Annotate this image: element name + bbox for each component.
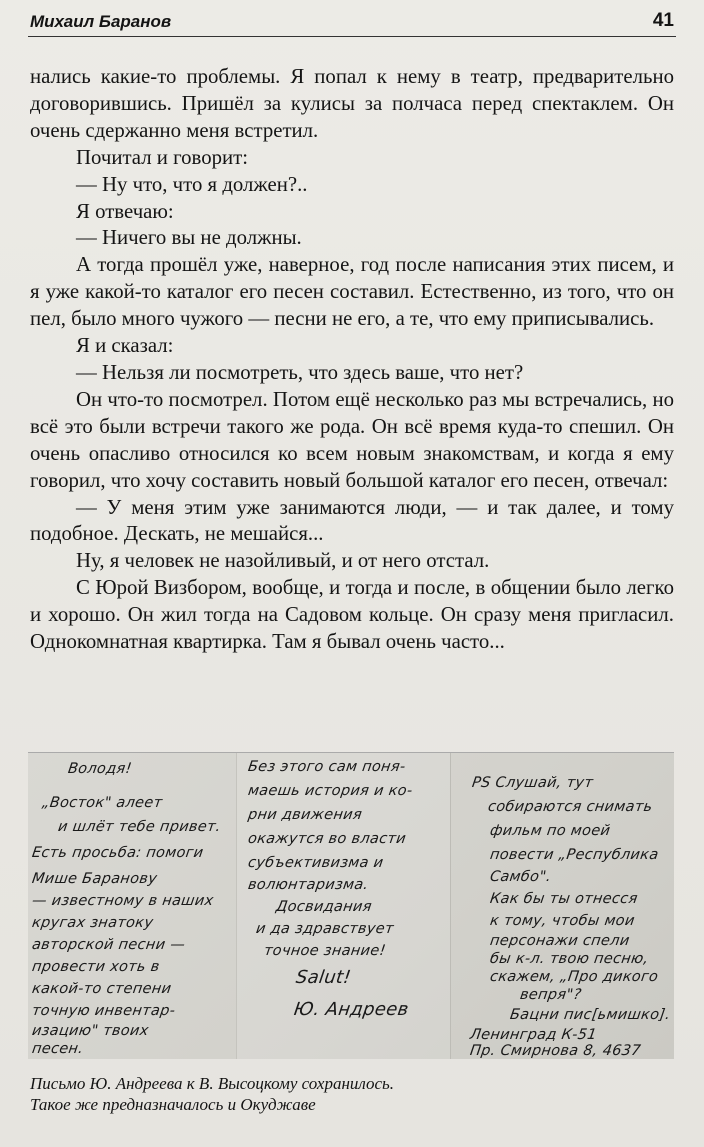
paragraph: нались какие-то проблемы. Я попал к нему в театр, предварительно договорившись. Пришёл за кулисы за полчаса перед спектаклем. Он очень сдержанно меня встретил.: [30, 65, 674, 142]
letter-line: субъективизма и: [246, 855, 385, 871]
letter-line: „Восток" алеет: [40, 795, 164, 811]
letter-line: точное знание!: [262, 943, 387, 959]
paragraph: Он что-то посмотрел. Потом ещё несколько раз мы встречались, но всё это были встречи такого же рода. Он всё время куда-то спешил. Он очень опасливо относился ко всем новым знакомствам, и когда я ему говорил, что хочу составить новый большой каталог его песен, отвечал:: [30, 387, 674, 492]
letter-line: песен.: [30, 1041, 85, 1057]
letter-line: персонажи спели: [488, 933, 631, 949]
letter-line: Ленинград К-51: [468, 1027, 598, 1043]
letter-line: волюнтаризма.: [246, 877, 370, 893]
letter-line: Как бы ты отнесся: [488, 891, 639, 907]
letter-line: провести хоть в: [30, 959, 161, 975]
paragraph: — У меня этим уже занимаются люди, — и так далее, и тому подобное. Дескать, не мешайся...: [30, 495, 674, 546]
letter-line: собираются снимать: [486, 799, 654, 815]
paragraph: Ну, я человек не назойливый, и от него отстал.: [76, 549, 490, 573]
letter-line: авторской песни —: [30, 937, 187, 953]
letter-line: скажем, „Про дикого: [488, 969, 660, 985]
caption-line: Такое же предназначалось и Окуджаве: [30, 1095, 316, 1114]
letter-line: вепря"?: [518, 987, 583, 1003]
letter-line: рни движения: [246, 807, 364, 823]
letter-line: бы к-л. твою песню,: [488, 951, 650, 967]
letter-line: Мише Баранову: [30, 871, 159, 887]
letter-line: повести „Республика: [488, 847, 660, 863]
paragraph: — Ничего вы не должны.: [76, 226, 302, 250]
paragraph: — Ну что, что я должен?..: [76, 172, 308, 196]
letter-line: — известному в наших: [30, 893, 215, 909]
letter-signature: Ю. Андреев: [292, 999, 411, 1020]
paragraph: А тогда прошёл уже, наверное, год после написания этих писем, и я уже какой-то каталог его песен составил. Естественно, из того, что он пел, было много чужого — песни не его, а те, что ему приписывались.: [30, 253, 674, 331]
letter-column-1: [28, 753, 237, 1059]
letter-line: PS Слушай, тут: [470, 775, 595, 791]
letter-line: точную инвентар-: [30, 1003, 177, 1019]
letter-line: изацию" твоих: [30, 1023, 150, 1039]
letter-line: и да здравствует: [254, 921, 395, 937]
caption-line: Письмо Ю. Андреева к В. Высоцкому сохранилось.: [30, 1074, 395, 1093]
letter-line: фильм по моей: [488, 823, 612, 839]
letter-line: Володя!: [66, 761, 133, 777]
letter-line: Пр. Смирнова 8, 4637: [468, 1043, 642, 1059]
letter-line: Самбо".: [488, 869, 553, 885]
letter-line: и шлёт тебе привет.: [56, 819, 222, 835]
letter-line: к тому, чтобы мои: [488, 913, 636, 929]
letter-line: Бацни пис[ьмишко].: [508, 1007, 672, 1023]
letter-line: маешь история и ко-: [246, 783, 414, 799]
paragraph: Почитал и говорит:: [76, 145, 249, 169]
header-author: Михаил Баранов: [30, 12, 172, 31]
letter-column-3: [450, 753, 674, 1059]
letter-line: Досвидания: [274, 899, 373, 915]
paragraph: — Нельзя ли посмотреть, что здесь ваше, что нет?: [76, 360, 524, 384]
paragraph: Я и сказал:: [76, 334, 174, 358]
letter-line: Без этого сам поня-: [246, 759, 407, 775]
letter-line: кругах знатоку: [30, 915, 155, 931]
running-header: [28, 6, 676, 37]
figure-caption: [30, 1073, 674, 1115]
page-number: 41: [652, 10, 674, 31]
main-text: [30, 64, 674, 656]
letter-column-2: [236, 753, 451, 1059]
letter-line: какой-то степени: [30, 981, 173, 997]
paragraph: Я отвечаю:: [76, 199, 174, 223]
letter-line: Salut!: [294, 967, 353, 988]
handwritten-letter-image: [28, 752, 674, 1059]
letter-line: Есть просьба: помоги: [30, 845, 205, 861]
paragraph: С Юрой Визбором, вообще, и тогда и после, в общении было легко и хорошо. Он жил тогда на Садовом кольце. Он сразу меня пригласил. Однокомнатная квартирка. Там я бывал очень часто...: [30, 576, 674, 654]
letter-line: окажутся во власти: [246, 831, 408, 847]
